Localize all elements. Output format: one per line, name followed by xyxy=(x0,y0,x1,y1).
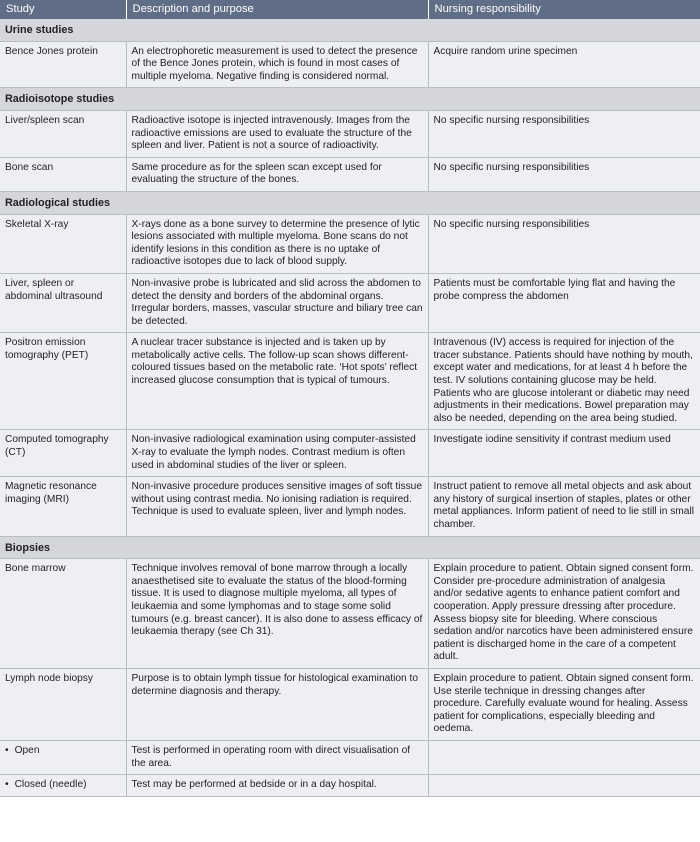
nursing-cell: No specific nursing responsibilities xyxy=(428,110,700,157)
description-cell: Radioactive isotope is injected intravenously. Images from the radioactive emissions are used to evaluate the structure of the spleen and liver. Patient is not a source of radioactivity. xyxy=(126,110,428,157)
nursing-cell: Patients must be comfortable lying flat and having the probe compress the abdomen xyxy=(428,273,700,332)
study-label: Open xyxy=(14,744,40,756)
section-title: Radiological studies xyxy=(0,191,700,214)
study-cell: Bone scan xyxy=(0,157,126,191)
header-description: Description and purpose xyxy=(126,0,428,19)
description-cell: Non-invasive procedure produces sensitive images of soft tissue without using contrast media. No ionising radiation is required. Technique is used to evaluate spleen, liver and lymph nodes. xyxy=(126,477,428,536)
table-row xyxy=(0,430,700,477)
study-cell xyxy=(0,775,126,797)
study-cell: Bence Jones protein xyxy=(0,41,126,88)
study-cell: Liver/spleen scan xyxy=(0,110,126,157)
nursing-cell xyxy=(428,740,700,774)
section-row-urine-studies xyxy=(0,19,700,41)
table-row xyxy=(0,214,700,273)
table-row xyxy=(0,333,700,430)
study-cell: Liver, spleen or abdominal ultrasound xyxy=(0,273,126,332)
header-nursing: Nursing responsibility xyxy=(428,0,700,19)
description-cell: Non-invasive probe is lubricated and slid across the abdomen to detect the density and borders of the abdominal organs. Irregular borders, masses, vascular structure and biliary tree can be detected. xyxy=(126,273,428,332)
table-row xyxy=(0,775,700,797)
study-cell: Lymph node biopsy xyxy=(0,668,126,740)
nursing-cell: Instruct patient to remove all metal objects and ask about any history of surgical insertion of staples, plates or other metal appliances. Inform patient of need to lie still in small chamber. xyxy=(428,477,700,536)
description-cell: Purpose is to obtain lymph tissue for histological examination to determine diagnosis and therapy. xyxy=(126,668,428,740)
section-title: Biopsies xyxy=(0,536,700,559)
description-cell: X-rays done as a bone survey to determine the presence of lytic lesions associated with multiple myeloma. Bone scans do not identify lesions in this condition as there is no uptake of radioactive isotopes due to lack of blood supply. xyxy=(126,214,428,273)
section-row-radiological-studies xyxy=(0,191,700,214)
section-title: Urine studies xyxy=(0,19,700,41)
section-row-biopsies xyxy=(0,536,700,559)
study-label: Closed (needle) xyxy=(14,779,87,791)
table-row xyxy=(0,273,700,332)
section-title: Radioisotope studies xyxy=(0,88,700,111)
description-cell: Same procedure as for the spleen scan except used for evaluating the structure of the bones. xyxy=(126,157,428,191)
study-cell: Magnetic resonance imaging (MRI) xyxy=(0,477,126,536)
nursing-cell: No specific nursing responsibilities xyxy=(428,214,700,273)
nursing-cell: Explain procedure to patient. Obtain signed consent form. Use sterile technique in dressing changes after procedure. Carefully evaluate wound for healing. Assess patient for complications, especially bleeding and oedema. xyxy=(428,668,700,740)
nursing-cell: Acquire random urine specimen xyxy=(428,41,700,88)
nursing-cell: Investigate iodine sensitivity if contrast medium used xyxy=(428,430,700,477)
header-study: Study xyxy=(0,0,126,19)
description-cell: An electrophoretic measurement is used to detect the presence of the Bence Jones protein, which is found in most cases of multiple myeloma. Negative finding is considered normal. xyxy=(126,41,428,88)
description-cell: Technique involves removal of bone marrow through a locally anaesthetised site to evaluate the status of the blood-forming tissue. It is used to diagnose multiple myeloma, all types of leukaemia and some lymphomas and to stage some solid tumours (e.g. breast cancer). It is also done to assess efficacy of leukaemia therapy (see Ch 31). xyxy=(126,559,428,669)
study-cell: Skeletal X-ray xyxy=(0,214,126,273)
table-row xyxy=(0,157,700,191)
study-cell xyxy=(0,740,126,774)
study-cell: Computed tomography (CT) xyxy=(0,430,126,477)
table-row xyxy=(0,740,700,774)
description-cell: Test is performed in operating room with direct visualisation of the area. xyxy=(126,740,428,774)
table-row xyxy=(0,559,700,669)
bullet-icon: • xyxy=(5,779,9,791)
table-row xyxy=(0,110,700,157)
study-cell: Bone marrow xyxy=(0,559,126,669)
table-row xyxy=(0,477,700,536)
nursing-cell: Intravenous (IV) access is required for injection of the tracer substance. Patients should have nothing by mouth, except water and medications, for at least 4 h before the test. IV solutions containing glucose may be held. Patients who are glucose intolerant or diabetic may need adjustments in their medications. Bowel preparation may also be needed, depending on the area being studied. xyxy=(428,333,700,430)
section-row-radioisotope-studies xyxy=(0,88,700,111)
description-cell: Test may be performed at bedside or in a day hospital. xyxy=(126,775,428,797)
bullet-icon: • xyxy=(5,744,9,756)
description-cell: Non-invasive radiological examination using computer-assisted X-ray to evaluate the lymph nodes. Contrast medium is often used in abdominal studies of the liver or spleen. xyxy=(126,430,428,477)
study-cell: Positron emission tomography (PET) xyxy=(0,333,126,430)
nursing-cell: Explain procedure to patient. Obtain signed consent form. Consider pre-procedure administration of analgesia and/or sedative agents to enhance patient comfort and cooperation. Apply pressure dressing after procedure. Assess biopsy site for bleeding. Where conscious sedation and/or narcotics have been administered ensure patient is discharged home in the care of a competent adult. xyxy=(428,559,700,669)
nursing-cell xyxy=(428,775,700,797)
nursing-cell: No specific nursing responsibilities xyxy=(428,157,700,191)
description-cell: A nuclear tracer substance is injected and is taken up by metabolically active cells. The follow-up scan shows different-coloured tissues based on the metabolic rate. ‘Hot spots’ reflect increased glucose consumption that is typical of tumours. xyxy=(126,333,428,430)
table-row xyxy=(0,41,700,88)
table-row xyxy=(0,668,700,740)
table-header-row xyxy=(0,0,700,19)
